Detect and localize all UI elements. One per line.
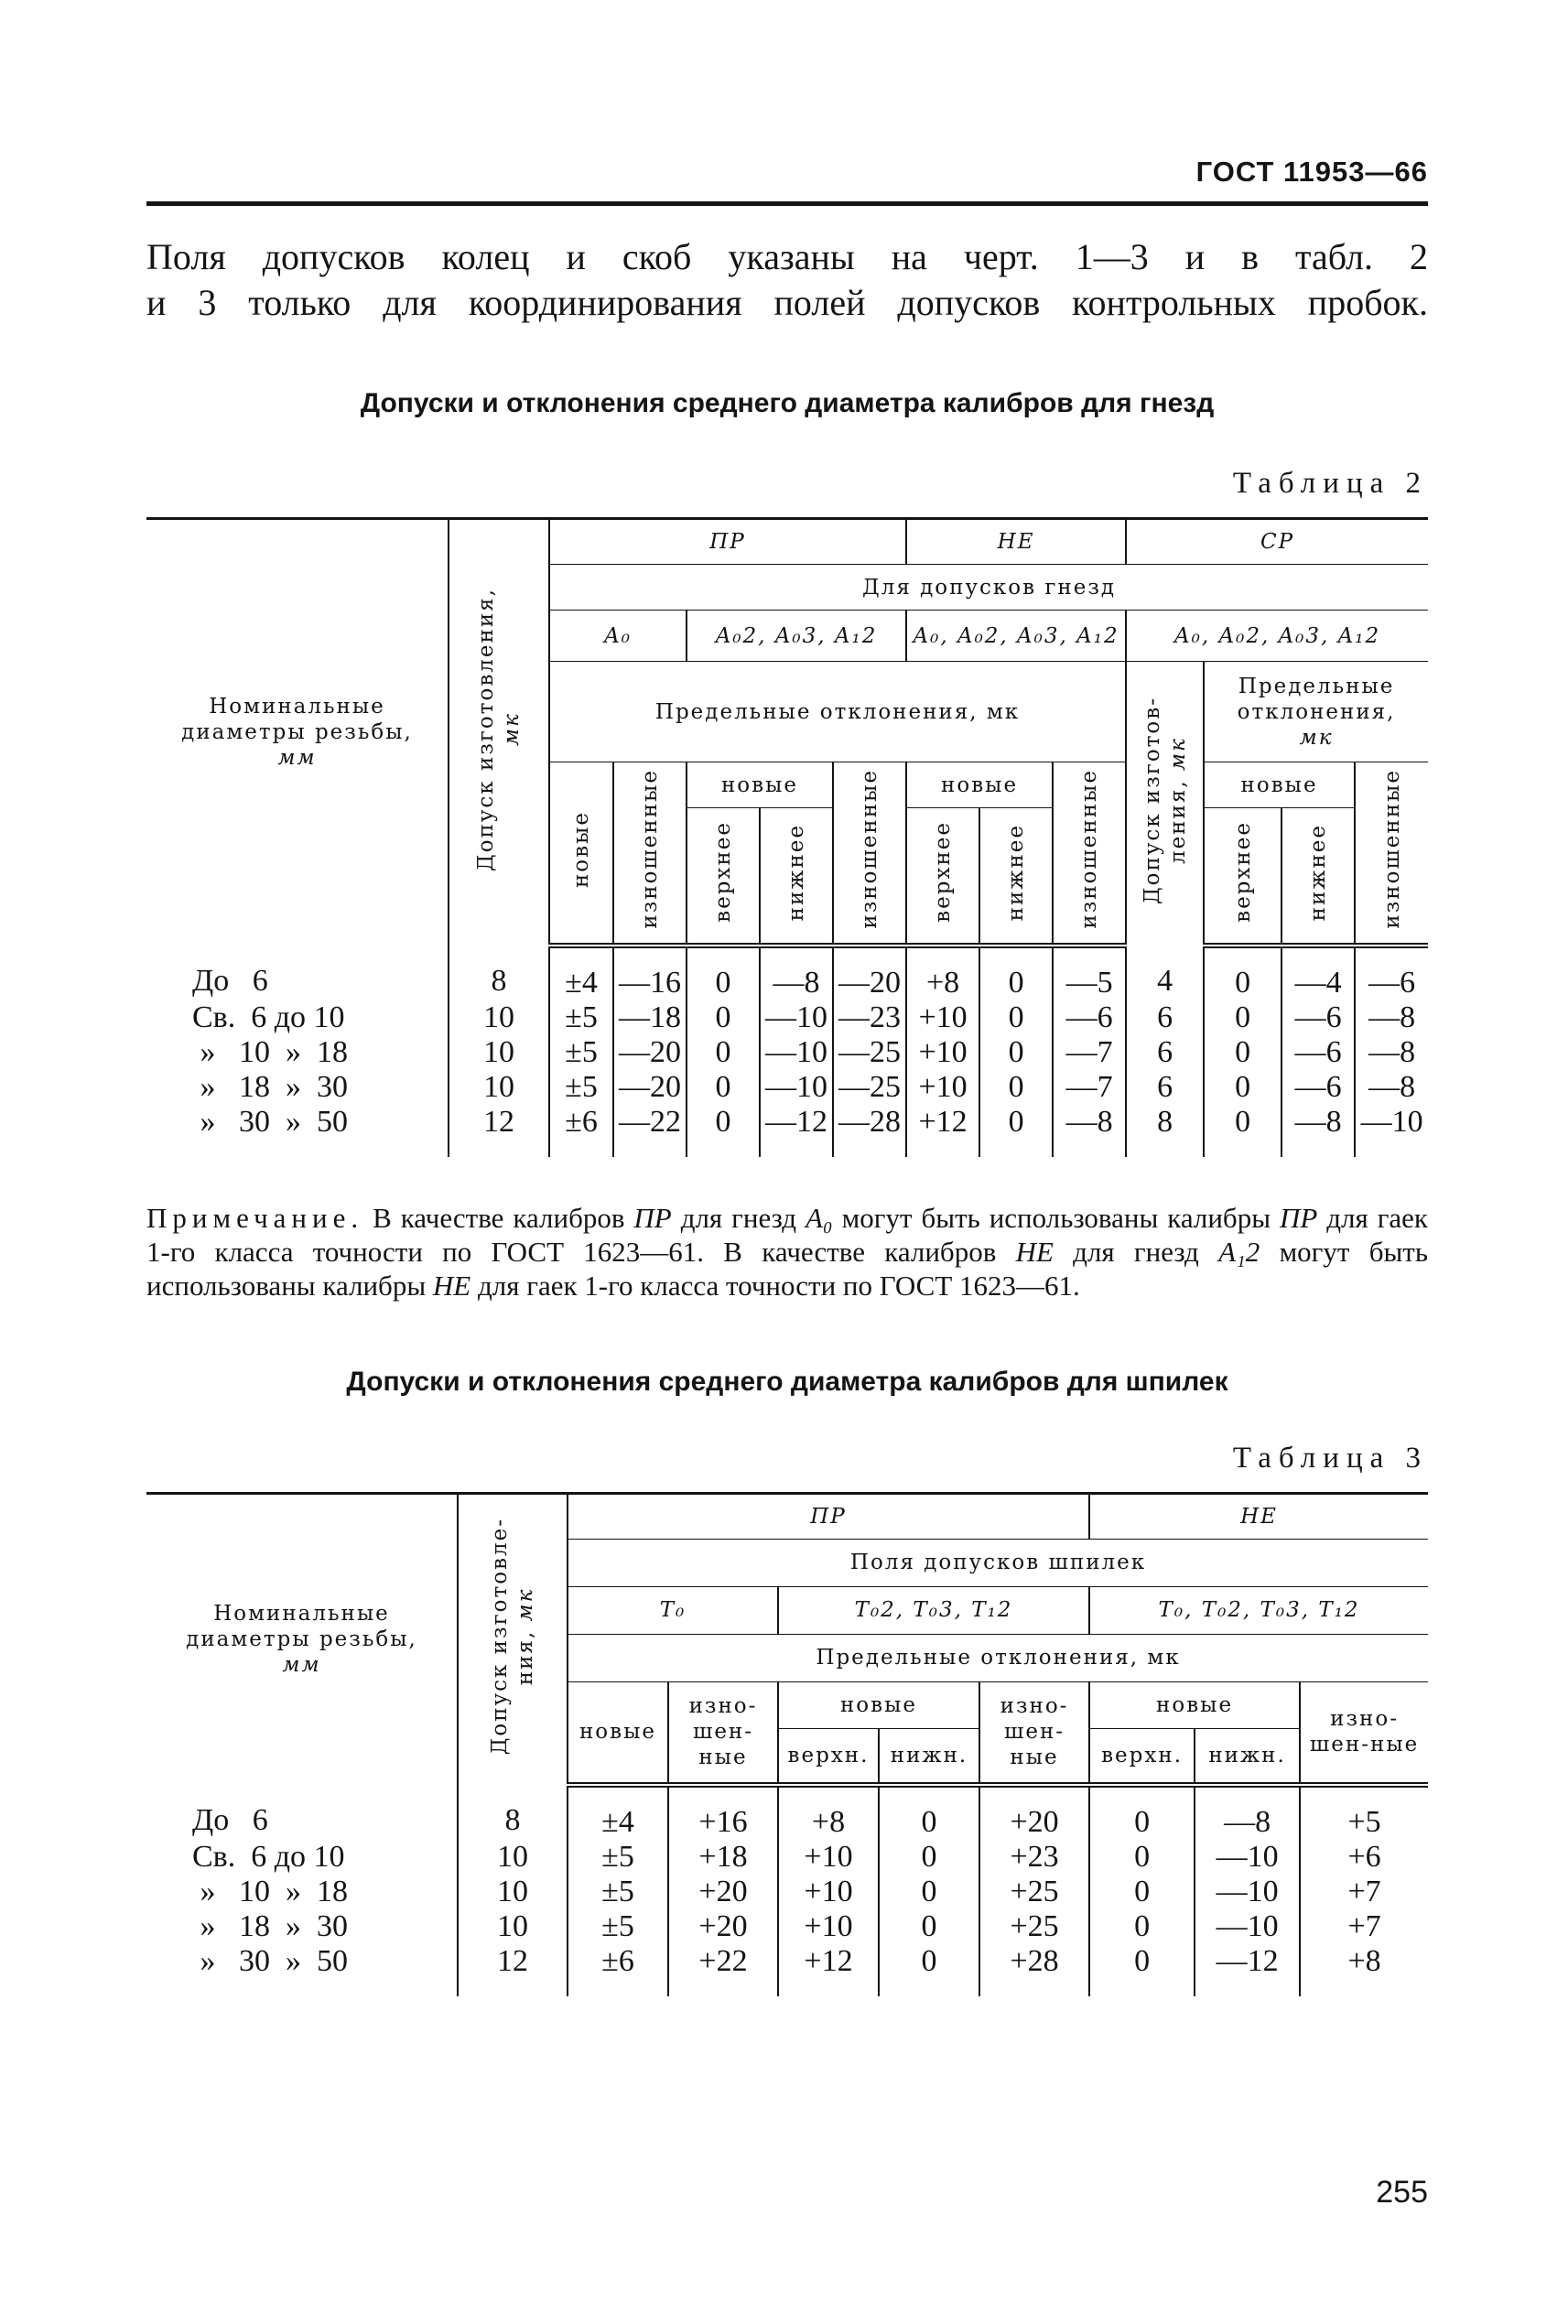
diam-to: 10 — [313, 1839, 345, 1874]
value-cell: 0 — [1089, 1785, 1195, 1839]
table-row — [146, 946, 1428, 1000]
value-cell: 0 — [879, 1839, 979, 1874]
diam-sep: » — [286, 1104, 301, 1139]
value-cell: 0 — [879, 1943, 979, 1996]
diameter-cell — [146, 1000, 449, 1034]
diam-to: 50 — [317, 1104, 348, 1139]
value-cell: +10 — [906, 1000, 979, 1034]
ne-upper-label: верхн. — [1101, 1743, 1184, 1767]
ne-new-label: новые — [1090, 1682, 1299, 1729]
diam-from: 30 — [239, 1104, 270, 1139]
pr-a0-worn-header — [613, 762, 687, 946]
value-cell: +20 — [979, 1785, 1089, 1839]
value-cell: +6 — [1300, 1839, 1428, 1874]
tolerance-cell: 10 — [449, 1069, 549, 1104]
diam-prefix: » — [200, 1034, 216, 1069]
value-cell: 0 — [1089, 1839, 1195, 1874]
diameter-cell — [146, 1785, 458, 1839]
ne-worn-header: изно-шен-ные — [1300, 1681, 1428, 1785]
cp-fields-header — [1126, 611, 1428, 662]
tolerance-header-unit: мк — [500, 712, 524, 747]
value-cell: 0 — [1089, 1943, 1195, 1996]
value-cell: —10 — [760, 1000, 833, 1034]
value-cell: +5 — [1300, 1785, 1428, 1839]
value-cell: 6 — [1126, 1034, 1204, 1069]
note-ne-2: НЕ — [432, 1269, 471, 1302]
ne-new-header: новые — [906, 762, 1053, 808]
diameter-column-header — [146, 1493, 458, 1785]
tolerance-cell: 12 — [449, 1104, 549, 1157]
diam-to: 30 — [317, 1908, 348, 1943]
ne-lower-label: нижнее — [1004, 823, 1029, 921]
value-cell: +7 — [1300, 1908, 1428, 1943]
tolerance-cell: 10 — [458, 1874, 568, 1908]
tolerance-header-text: Допуск изготовле- — [488, 1517, 512, 1756]
diam-to: 10 — [313, 1000, 345, 1034]
value-cell: 0 — [979, 946, 1053, 1000]
diam-from: 6 — [251, 1839, 267, 1874]
cp-tolerance-unit: мк — [1165, 736, 1190, 771]
diam-sep: до — [274, 1000, 307, 1034]
value-cell: —28 — [833, 1104, 906, 1157]
value-cell: +10 — [778, 1874, 879, 1908]
value-cell: +10 — [778, 1908, 879, 1943]
cp-fields-label: A₀, A₀2, A₀3, A₁2 — [1174, 623, 1381, 648]
pr-upper-header — [687, 808, 760, 946]
value-cell: —7 — [1053, 1034, 1126, 1069]
value-cell: +10 — [906, 1069, 979, 1104]
ne-upper-header — [906, 808, 979, 946]
cp-group-header — [1126, 519, 1428, 565]
value-cell: 0 — [879, 1874, 979, 1908]
diam-sep: » — [286, 1908, 301, 1943]
note-text-6: могут быть использованы калибры — [146, 1235, 1428, 1302]
ne-label: НЕ — [1240, 1504, 1278, 1529]
diam-to: 50 — [317, 1943, 348, 1978]
value-cell: +12 — [906, 1104, 979, 1157]
ne-group-header — [906, 519, 1126, 565]
value-cell: —10 — [760, 1034, 833, 1069]
ne-worn-label: изношенные — [1077, 769, 1102, 930]
tolerance-header-unit: мк — [514, 1587, 537, 1621]
diam-prefix: » — [200, 1874, 216, 1908]
value-cell: —12 — [1195, 1943, 1300, 1996]
cp-worn-label: изношенные — [1379, 769, 1404, 930]
value-cell: +23 — [979, 1839, 1089, 1874]
cp-tolerance-header — [1126, 662, 1204, 946]
pr-upper-label: верхнее — [711, 821, 735, 924]
value-cell: +10 — [778, 1839, 879, 1874]
value-cell: 0 — [879, 1908, 979, 1943]
value-cell: +8 — [1300, 1943, 1428, 1996]
ne-fields-header — [1089, 1586, 1428, 1634]
diam-from: 10 — [239, 1874, 270, 1908]
note-a0: A₀ — [805, 1201, 833, 1234]
value-cell: +25 — [979, 1908, 1089, 1943]
table-row — [146, 1839, 1428, 1874]
note-text-4: для гаек 1-го класса точности по ГОСТ 1623—61. В качестве калибров — [146, 1201, 1428, 1268]
page-number: 255 — [1376, 2175, 1428, 2210]
diam-from: 18 — [239, 1908, 270, 1943]
header-rule — [146, 201, 1428, 206]
value-cell: ±4 — [549, 946, 613, 1000]
pr-lower-label: нижн. — [878, 1729, 979, 1782]
cp-tolerance-text: Допуск изготов- — [1140, 696, 1164, 904]
value-cell: —6 — [1355, 946, 1428, 1000]
value-cell: 0 — [879, 1785, 979, 1839]
cp-label: СР — [1260, 530, 1295, 554]
table-row — [146, 1908, 1428, 1943]
value-cell: —12 — [760, 1104, 833, 1157]
value-cell: ±5 — [568, 1874, 668, 1908]
pr-a0-new-header — [549, 762, 613, 946]
tolerance-cell: 8 — [458, 1785, 568, 1839]
diam-sep: » — [286, 1874, 301, 1908]
diameter-cell — [146, 1908, 458, 1943]
diam-from: 30 — [239, 1943, 270, 1978]
diam-prefix: Св. — [192, 1839, 236, 1874]
value-cell: —8 — [1355, 1000, 1428, 1034]
pr-lower-header — [760, 808, 833, 946]
value-cell: —7 — [1053, 1069, 1126, 1104]
diam-prefix: До — [192, 1803, 230, 1837]
table2-label: Таблица 2 — [1232, 467, 1428, 500]
cp-limit-unit: мк — [1299, 725, 1334, 750]
value-cell: —25 — [833, 1034, 906, 1069]
tolerance-cell: 10 — [449, 1034, 549, 1069]
pr-label: ПР — [709, 530, 746, 554]
pr-a0-new-label: новые — [569, 810, 593, 888]
value-cell: —25 — [833, 1069, 906, 1104]
diameter-cell — [146, 1069, 449, 1104]
limit-deviations-header: Предельные отклонения, мк — [549, 662, 1126, 762]
t02-t03-t12-header — [778, 1586, 1089, 1634]
diam-from: 10 — [239, 1034, 270, 1069]
document-page — [146, 146, 1428, 2210]
value-cell: +10 — [906, 1034, 979, 1069]
diameter-header-unit: мм — [282, 1653, 321, 1677]
pr-new-group-header — [778, 1681, 979, 1785]
value-cell: 0 — [687, 1069, 760, 1104]
ne-fields-label: A₀, A₀2, A₀3, A₁2 — [913, 623, 1119, 648]
value-cell: 0 — [979, 1104, 1053, 1157]
value-cell: 8 — [1126, 1104, 1204, 1157]
ne-lower-header — [979, 808, 1053, 946]
value-cell: —8 — [1281, 1104, 1355, 1157]
pr-a02-new-header: новые — [687, 762, 833, 808]
table-3 — [146, 1492, 1428, 1996]
value-cell: 0 — [687, 946, 760, 1000]
value-cell: 0 — [1204, 1104, 1281, 1157]
value-cell: +16 — [668, 1785, 778, 1839]
cp-lower-header — [1281, 808, 1355, 946]
note-ne-1: НЕ — [1015, 1235, 1054, 1268]
tolerance-header-text: Допуск изготовления, — [474, 587, 498, 871]
ne-fields-header — [906, 611, 1126, 662]
value-cell: +7 — [1300, 1874, 1428, 1908]
table-row — [146, 1069, 1428, 1104]
pr-a02-worn-header — [833, 762, 906, 946]
diameter-header-line1: Номинальные — [213, 1602, 390, 1626]
cp-lower-label: нижнее — [1306, 823, 1331, 921]
pr-lower-label: нижнее — [784, 823, 808, 921]
tolerance-header-text2: ния, — [514, 1629, 537, 1685]
value-cell: ±5 — [549, 1000, 613, 1034]
pr-a02-worn-label: изношенные — [858, 769, 882, 930]
value-cell: —5 — [1053, 946, 1126, 1000]
value-cell: —16 — [613, 946, 687, 1000]
value-cell: —18 — [613, 1000, 687, 1034]
value-cell: —8 — [760, 946, 833, 1000]
value-cell: 0 — [979, 1069, 1053, 1104]
value-cell: —10 — [1355, 1104, 1428, 1157]
value-cell: —10 — [760, 1069, 833, 1104]
value-cell: 0 — [1089, 1874, 1195, 1908]
intro-paragraph — [146, 234, 1428, 326]
ne-group-header — [1089, 1493, 1428, 1539]
value-cell: +25 — [979, 1874, 1089, 1908]
value-cell: —8 — [1355, 1034, 1428, 1069]
note-pr-2: ПР — [1279, 1201, 1318, 1234]
ne-fields-label: T₀, T₀2, T₀3, T₁2 — [1158, 1598, 1360, 1622]
diam-to: 18 — [317, 1874, 348, 1908]
cp-tolerance-text2: ления, — [1165, 778, 1190, 864]
cp-limit-line2: отклонения, — [1237, 699, 1396, 724]
value-cell: +12 — [778, 1943, 879, 1996]
value-cell: 0 — [1089, 1908, 1195, 1943]
pr-t0-worn-header: изно-шен-ные — [668, 1681, 778, 1785]
value-cell: —6 — [1281, 1000, 1355, 1034]
note-text-3: могут быть использованы калибры — [832, 1201, 1280, 1234]
cp-limit-header — [1204, 662, 1428, 762]
page-header — [146, 146, 1428, 198]
ne-lower-label: нижн. — [1194, 1729, 1299, 1782]
pr-a0-worn-label: изношенные — [638, 769, 662, 930]
tolerance-cell: 10 — [458, 1908, 568, 1943]
diameter-header-line2: диаметры резьбы, — [186, 1627, 417, 1651]
value-cell: —6 — [1281, 1034, 1355, 1069]
diam-prefix: » — [200, 1069, 216, 1104]
value-cell: —6 — [1053, 1000, 1126, 1034]
a0-label: A₀ — [604, 623, 632, 648]
tolerance-cell: 10 — [449, 1000, 549, 1034]
diam-from: 18 — [239, 1069, 270, 1104]
cp-upper-header — [1204, 808, 1281, 946]
diam-prefix: » — [200, 1104, 216, 1139]
pr-group-header — [568, 1493, 1089, 1539]
value-cell: ±5 — [568, 1908, 668, 1943]
table2-note — [146, 1201, 1428, 1303]
value-cell: +22 — [668, 1943, 778, 1996]
pr-worn-header: изно-шен-ные — [979, 1681, 1089, 1785]
table-row — [146, 1034, 1428, 1069]
diameter-cell — [146, 946, 449, 1000]
table-row — [146, 1785, 1428, 1839]
diameter-column-header — [146, 519, 449, 946]
value-cell: 0 — [1204, 1000, 1281, 1034]
table-row — [146, 1874, 1428, 1908]
value-cell: 0 — [687, 1034, 760, 1069]
table-row — [146, 1000, 1428, 1034]
diameter-cell — [146, 1104, 449, 1157]
ne-label: НЕ — [997, 530, 1035, 554]
tolerance-column-header — [449, 519, 549, 946]
for-tolerance-header: Для допусков гнезд — [549, 565, 1428, 611]
value-cell: +8 — [778, 1785, 879, 1839]
value-cell: +20 — [668, 1874, 778, 1908]
table-row — [146, 1104, 1428, 1157]
pr-upper-label: верхн. — [787, 1743, 870, 1767]
value-cell: +20 — [668, 1908, 778, 1943]
value-cell: —8 — [1053, 1104, 1126, 1157]
note-a12: A₁2 — [1218, 1235, 1260, 1268]
value-cell: 0 — [979, 1034, 1053, 1069]
value-cell: —8 — [1355, 1069, 1428, 1104]
fields-header: Поля допусков шпилек — [568, 1539, 1428, 1586]
diam-prefix: Св. — [192, 1000, 236, 1034]
cp-upper-label: верхнее — [1230, 821, 1255, 924]
value-cell: +18 — [668, 1839, 778, 1874]
intro-line-2: и 3 только для координирования полей допусков контрольных пробок. — [146, 282, 1428, 323]
value-cell: ±5 — [549, 1034, 613, 1069]
table3-label: Таблица 3 — [1232, 1441, 1428, 1475]
tolerance-cell: 8 — [449, 946, 549, 1000]
t0-header — [568, 1586, 778, 1634]
pr-t0-new-header: новые — [568, 1681, 668, 1785]
value-cell: 6 — [1126, 1000, 1204, 1034]
value-cell: —10 — [1195, 1908, 1300, 1943]
note-lead: Примечание. — [146, 1201, 364, 1234]
ne-upper-label: верхнее — [931, 821, 956, 924]
table-2 — [146, 517, 1428, 1157]
value-cell: 0 — [687, 1000, 760, 1034]
diam-from: 6 — [251, 1000, 267, 1034]
pr-group-header — [549, 519, 906, 565]
t02-t03-t12-label: T₀2, T₀3, T₁2 — [854, 1598, 1013, 1622]
pr-new-label: новые — [779, 1682, 979, 1729]
value-cell: —8 — [1195, 1785, 1300, 1839]
value-cell: —22 — [613, 1104, 687, 1157]
standard-code: ГОСТ 11953—66 — [1195, 156, 1428, 188]
value-cell: —20 — [833, 946, 906, 1000]
diam-from: 6 — [252, 1803, 268, 1837]
diam-sep: » — [286, 1943, 301, 1978]
limit-deviations-header: Предельные отклонения, мк — [568, 1634, 1428, 1681]
note-text-5: для гнезд — [1053, 1235, 1219, 1268]
note-text-7: для гаек 1-го класса точности по ГОСТ 1623—61. — [470, 1269, 1080, 1302]
ne-worn-header — [1053, 762, 1126, 946]
value-cell: —10 — [1195, 1874, 1300, 1908]
diam-sep: » — [286, 1034, 301, 1069]
diameter-cell — [146, 1943, 458, 1996]
value-cell: ±6 — [568, 1943, 668, 1996]
diam-sep: до — [274, 1839, 307, 1874]
pr-label: ПР — [810, 1504, 847, 1529]
value-cell: —23 — [833, 1000, 906, 1034]
a02-a03-a12-header — [687, 611, 906, 662]
diam-sep: » — [286, 1069, 301, 1104]
value-cell: +8 — [906, 946, 979, 1000]
diam-to: 30 — [317, 1069, 348, 1104]
value-cell: 0 — [1204, 946, 1281, 1000]
table3-heading: Допуски и отклонения среднего диаметра калибров для шпилек — [346, 1366, 1228, 1397]
a02-a03-a12-label: A₀2, A₀3, A₁2 — [715, 623, 878, 648]
value-cell: —10 — [1195, 1839, 1300, 1874]
value-cell: +28 — [979, 1943, 1089, 1996]
value-cell: —6 — [1281, 1069, 1355, 1104]
note-text-1: В качестве калибров — [363, 1201, 634, 1234]
ne-new-group-header — [1089, 1681, 1300, 1785]
diam-from: 6 — [252, 964, 268, 998]
diam-prefix: » — [200, 1908, 216, 1943]
intro-line-1: Поля допусков колец и скоб указаны на черт. 1—3 и в табл. 2 — [146, 236, 1428, 277]
cp-worn-header — [1355, 762, 1428, 946]
value-cell: 0 — [1204, 1069, 1281, 1104]
diam-prefix: » — [200, 1943, 216, 1978]
value-cell: ±6 — [549, 1104, 613, 1157]
note-text-2: для гнезд — [671, 1201, 806, 1234]
diam-prefix: До — [192, 964, 230, 998]
diameter-header-line2: диаметры резьбы, — [181, 720, 413, 745]
table-row — [146, 1943, 1428, 1996]
diameter-cell — [146, 1034, 449, 1069]
diam-to: 18 — [317, 1034, 348, 1069]
a0-header — [549, 611, 687, 662]
tolerance-cell: 12 — [458, 1943, 568, 1996]
table2-heading: Допуски и отклонения среднего диаметра калибров для гнезд — [360, 388, 1215, 418]
diameter-cell — [146, 1874, 458, 1908]
value-cell: 4 — [1126, 946, 1204, 1000]
value-cell: ±5 — [568, 1839, 668, 1874]
diameter-header-line1: Номинальные — [209, 695, 385, 719]
value-cell: —20 — [613, 1069, 687, 1104]
t0-label: T₀ — [659, 1598, 687, 1622]
cp-limit-line1: Предельные — [1238, 674, 1395, 698]
value-cell: 0 — [687, 1104, 760, 1157]
value-cell: —20 — [613, 1034, 687, 1069]
value-cell: ±5 — [549, 1069, 613, 1104]
value-cell: ±4 — [568, 1785, 668, 1839]
cp-new-header: новые — [1204, 762, 1355, 808]
diameter-header-unit: мм — [277, 746, 317, 771]
note-pr-1: ПР — [633, 1201, 672, 1234]
value-cell: 0 — [1204, 1034, 1281, 1069]
diameter-cell — [146, 1839, 458, 1874]
value-cell: 0 — [979, 1000, 1053, 1034]
tolerance-column-header — [458, 1493, 568, 1785]
value-cell: 6 — [1126, 1069, 1204, 1104]
value-cell: —4 — [1281, 946, 1355, 1000]
tolerance-cell: 10 — [458, 1839, 568, 1874]
